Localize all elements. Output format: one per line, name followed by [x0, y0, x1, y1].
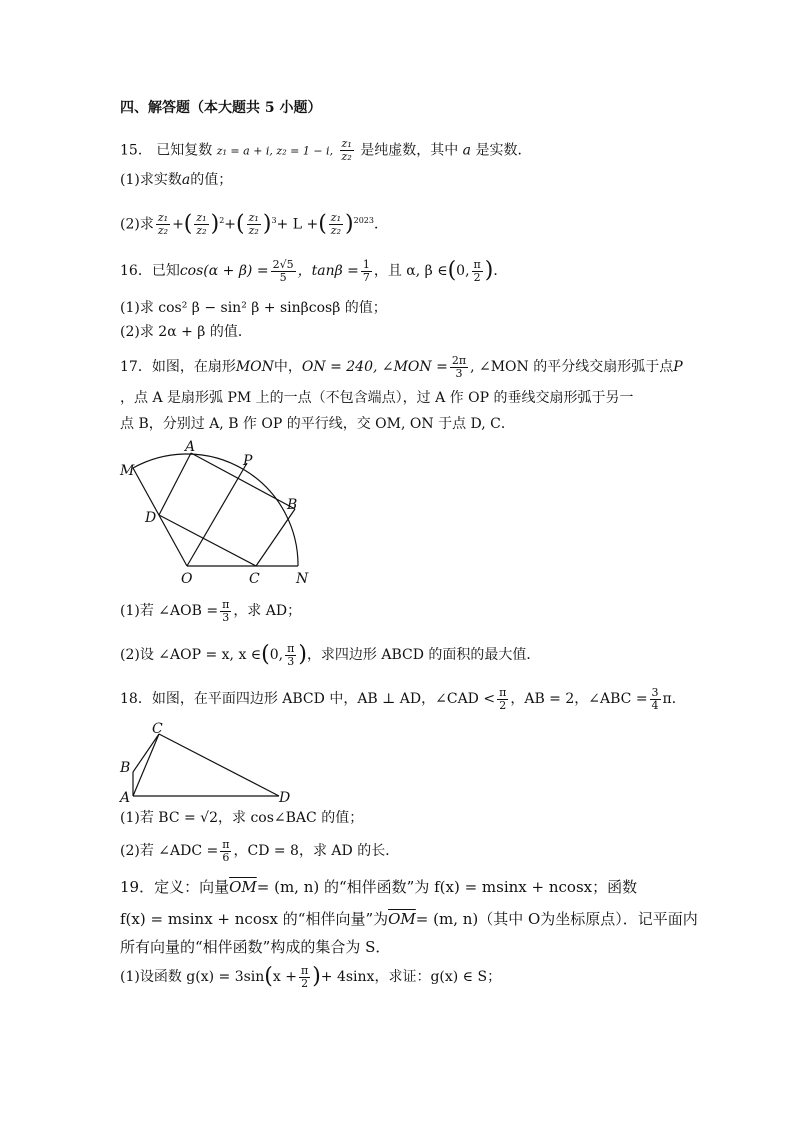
q16-range-frac: $\frac{\pi}{2}$	[473, 257, 481, 284]
q17-number: 17．	[120, 359, 152, 375]
q15-part1	[120, 170, 232, 190]
q16-part1: (1)求 cos² β − sin² β + sinβcosβ 的值；	[120, 300, 387, 316]
q18-frac-1: $\frac{\pi}{2}$	[499, 685, 507, 712]
q17-segment-om	[133, 468, 187, 566]
q17-label-o: O	[181, 571, 193, 587]
q17-segment-ad	[159, 453, 191, 515]
q17-label-p: P	[243, 453, 253, 469]
q17-label-m: M	[120, 463, 135, 479]
q17-on-expr: ON = 240, ∠MON =	[301, 359, 448, 375]
q17-label-n: N	[296, 571, 309, 587]
q18-part2-suffix: ，CD = 8，求 AD 的长．	[233, 843, 400, 859]
q17-p: P	[673, 359, 683, 375]
q17-angle-frac: $\frac{2\pi}{3}$	[451, 353, 467, 380]
q17-segment-bc	[256, 509, 295, 566]
q15-z-fraction: $\frac{\text{z₁}}{\text{z₂}}$	[341, 137, 352, 163]
q17-line1-c: , ∠MON 的平分线交扇形弧于点	[470, 359, 674, 375]
q15-frac-4: $\frac{\text{z₁}}{\text{z₂}}$	[330, 211, 342, 238]
q16-cos-expr: cos(α + β) =	[179, 263, 269, 279]
q17-part2-prefix: (2)设 ∠AOP = x, x ∈	[120, 647, 262, 663]
q18-part1: (1)若 BC = √2，求 cos∠BAC 的值；	[120, 810, 364, 826]
q15-stem	[120, 138, 531, 163]
q19-number: 19．	[120, 878, 155, 896]
q19-part1: (1)设函数 g(x) = 3sin(x + $\frac{\pi}{2}$ )+ 4sinx，求证：g(x) ∈ S；	[120, 963, 502, 990]
q19-part1-inner: x +	[272, 969, 297, 985]
q17-line1	[120, 350, 683, 384]
q15-period: ．	[373, 216, 388, 233]
q18-label-d: D	[279, 790, 291, 806]
q15-stem-suffix: 是纯虚数，其中	[360, 142, 459, 159]
q17-arc	[133, 454, 298, 566]
q17-line2: ，点 A 是扇形弧 PM 上的一点（不包含端点），过 A 作 OP 的垂线交扇形弧于另一	[120, 390, 634, 406]
q19-line2-a: f(x) = msinx + ncosx 的“相伴向量”为	[120, 910, 389, 928]
q19-part1-frac: $\frac{\pi}{2}$	[300, 963, 309, 990]
q17-line3: 点 B，分别过 A, B 作 OP 的平行线，交 OM, ON 于点 D, C．	[120, 416, 515, 432]
q19-part1-prefix: (1)设函数 g(x) = 3sin	[120, 969, 265, 985]
q19-line2	[120, 908, 698, 930]
q19-line3: 所有向量的“相伴函数”构成的集合为 S．	[120, 938, 391, 956]
q17-label-d: D	[145, 510, 157, 526]
q17-sector-figure	[115, 436, 325, 588]
q15-dots: + L +	[276, 216, 319, 233]
q16-number: 16．	[120, 263, 152, 279]
q18-quadrilateral-figure	[115, 718, 300, 806]
q19-line1-a: 定义：向量	[154, 878, 230, 896]
q19-line2-b: = (m, n)（其中 O为坐标原点）．记平面内	[415, 910, 698, 928]
q16-cos-frac: $\frac{2√5}{5}$	[272, 257, 294, 284]
q17-label-b: B	[287, 497, 298, 513]
q18-stem-c: π．	[662, 691, 686, 707]
q18-frac-2: $\frac{3}{4}$	[651, 685, 659, 712]
q15-part1-prefix: (1)求实数	[120, 172, 182, 188]
q15-z-defs: z₁ = a + i, z₂ = 1 − i,	[216, 144, 334, 158]
q17-line1-b: 中，	[273, 359, 302, 375]
q15-number: 15．	[120, 142, 152, 159]
q15-frac-3: $\frac{\text{z₁}}{\text{z₂}}$	[248, 211, 259, 238]
q15-stem-prefix: 已知复数	[156, 142, 213, 159]
q15-frac-1: $\frac{\text{z₁}}{\text{z₂}}$	[157, 211, 169, 238]
q15-exp-2023: 2023	[353, 216, 374, 225]
q15-var-a: a	[462, 142, 472, 159]
q15-exp-2: 2	[219, 216, 225, 225]
q18-number: 18．	[120, 691, 152, 707]
q18-stem	[120, 682, 686, 716]
q15-part1-suffix: 的值；	[190, 172, 233, 188]
q18-label-a: A	[120, 790, 131, 806]
q16-part2: (2)求 2α + β 的值．	[120, 324, 252, 340]
q18-part2-prefix: (2)若 ∠ADC =	[120, 843, 219, 859]
q19-vector-om: $\overline{OM}$	[229, 878, 257, 896]
q16-tan-expr: ，tanβ =	[297, 263, 359, 279]
q17-label-c: C	[249, 571, 260, 587]
q15-frac-2: $\frac{\text{z₁}}{\text{z₂}}$	[196, 211, 207, 238]
q18-label-b: B	[120, 760, 131, 776]
q17-part1	[120, 596, 301, 626]
q16-range-inner: 0,	[456, 263, 470, 279]
q17-part2-inner: 0,	[269, 647, 284, 663]
q19-line1	[120, 876, 637, 898]
q18-label-c: C	[152, 721, 163, 737]
q15-stem-end: 是实数．	[475, 142, 532, 159]
q17-part1-suffix: ，求 AD；	[233, 603, 302, 619]
q19-line1-b: = (m, n) 的“相伴函数”为 f(x) = msinx + ncosx；函数	[256, 878, 638, 896]
q17-part2-suffix: ，求四边形 ABCD 的面积的最大值．	[306, 647, 541, 663]
q17-label-a: A	[185, 439, 196, 455]
q19-vector-om-2: $\overline{OM}$	[388, 910, 416, 928]
q17-part1-prefix: (1)若 ∠AOB =	[120, 603, 219, 619]
q16-tan-frac: $\frac{1}{7}$	[362, 257, 370, 284]
q17-part2: (2)设 ∠AOP = x, x ∈(0, $\frac{\pi}{3}$ )，求四边形 ABCD 的面积的最大值．	[120, 641, 541, 668]
q15-part2-prefix: (2)求	[120, 216, 154, 233]
q18-segment-ac	[133, 734, 159, 796]
q15-exp-3: 3	[271, 216, 277, 225]
q18-stem-a: 如图，在平面四边形 ABCD 中，AB ⊥ AD，∠CAD <	[151, 691, 496, 707]
q17-segment-op	[187, 463, 247, 566]
q17-mon: MON	[235, 359, 274, 375]
q15-part2: (2)求 $\frac{\text{z₁}}{\text{z₂}}$ +( $\frac{\text{z₁}}{\text{z₂}}$ )$^2$+( $\frac{\text{z₁}}{\text{z₂}}$ )$^3$+ L +( $\frac{\text{z₁}}{\text{z₂}}$ )$^{2023}$．	[120, 211, 388, 238]
q19-part1-suffix: + 4sinx，求证：g(x) ∈ S；	[320, 969, 502, 985]
q18-part2-frac: $\frac{\pi}{6}$	[222, 837, 230, 864]
q18-part2	[120, 836, 399, 866]
q17-part1-frac: $\frac{\pi}{3}$	[222, 597, 230, 624]
q15-part1-var: a	[181, 172, 191, 188]
section-title: 四、解答题（本大题共 5 小题）	[120, 100, 322, 116]
q16-range-prefix: ，且 α, β ∈	[373, 263, 448, 279]
q16-stem-prefix: 已知	[151, 263, 180, 279]
q17-part2-frac: $\frac{\pi}{3}$	[287, 641, 295, 668]
q18-segment-cd	[159, 734, 279, 796]
q16-stem: 16．已知cos(α + β) = $\frac{2√5}{5}$ ，tanβ = $\frac{1}{7}$ ，且 α, β ∈(0, $\frac{\pi}{2}$ )．	[120, 257, 508, 284]
q17-line1-a: 如图，在扇形	[151, 359, 236, 375]
q18-stem-b: ，AB = 2，∠ABC =	[510, 691, 648, 707]
